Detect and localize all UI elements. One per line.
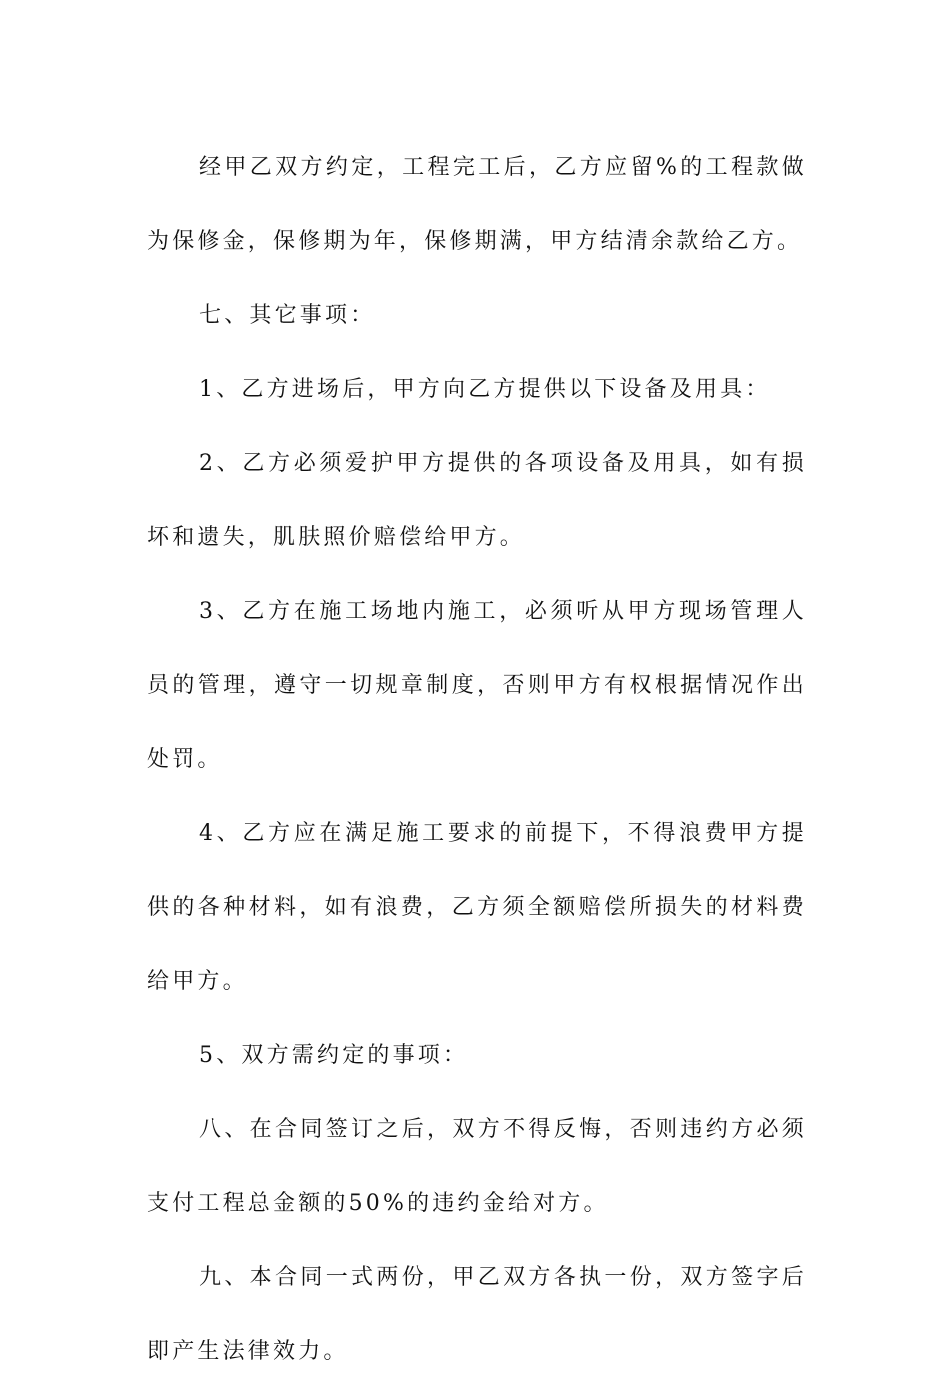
paragraph-item-5: 5、双方需约定的事项：: [199, 1043, 469, 1068]
paragraph-item-2: 2、乙方必须爱护甲方提供的各项设备及用具，如有损坏和遗失，肌肤照价赔偿给甲方。: [147, 451, 807, 550]
paragraph-item-3: 3、乙方在施工场地内施工，必须听从甲方现场管理人员的管理，遵守一切规章制度，否则甲方有权根据情况作出处罚。: [147, 599, 807, 772]
paragraph-section-9: 九、本合同一式两份，甲乙双方各执一份，双方签字后即产生法律效力。: [147, 1265, 807, 1364]
document-body: [147, 131, 807, 1389]
paragraph-section-8: 八、在合同签订之后，双方不得反悔，否则违约方必须支付工程总金额的50%的违约金给对方。: [147, 1117, 807, 1216]
paragraph-item-1: 1、乙方进场后，甲方向乙方提供以下设备及用具：: [199, 377, 771, 402]
paragraph-warranty: 经甲乙双方约定，工程完工后，乙方应留%的工程款做为保修金，保修期为年，保修期满，甲方结清余款给乙方。: [147, 155, 807, 254]
paragraph-item-4: 4、乙方应在满足施工要求的前提下，不得浪费甲方提供的各种材料，如有浪费，乙方须全额赔偿所损失的材料费给甲方。: [147, 821, 807, 994]
section-heading-other-matters: 七、其它事项：: [199, 303, 376, 328]
